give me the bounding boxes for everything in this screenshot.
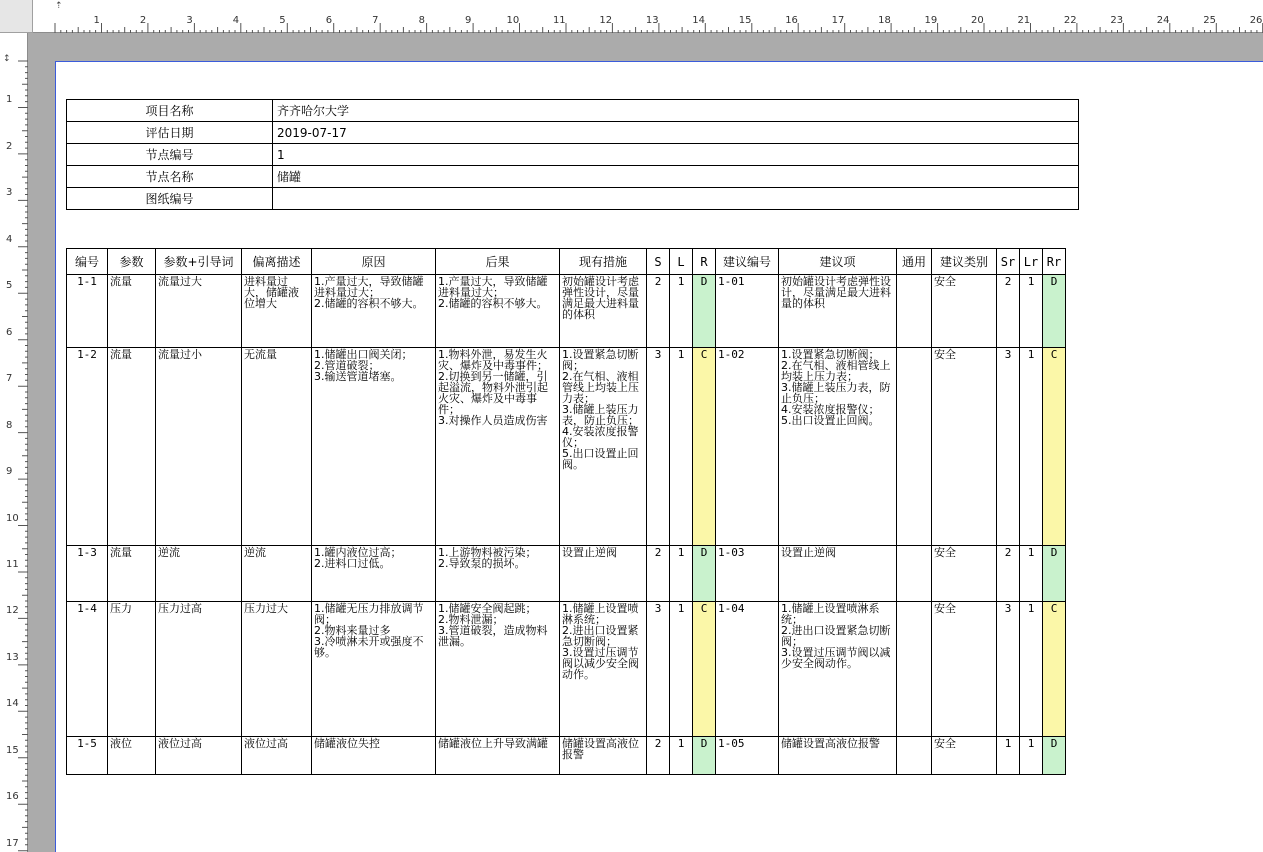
cell-parameter[interactable]: 流量 bbox=[108, 348, 156, 546]
ruler-number: 6 bbox=[6, 326, 13, 338]
cell-suggestion[interactable]: 初始罐设计考虑弹性设计，尽量满足最大进料量的体积 bbox=[779, 275, 897, 348]
info-label: 评估日期 bbox=[67, 122, 273, 144]
cell-cause[interactable]: 1.储罐出口阀关闭； 2.管道破裂； 3.输送管道堵塞。 bbox=[312, 348, 436, 546]
cell-id[interactable]: 1-1 bbox=[67, 275, 108, 348]
cell-category[interactable]: 安全 bbox=[932, 348, 997, 546]
ruler-number: 20 bbox=[971, 15, 984, 26]
ruler-number: 1 bbox=[6, 94, 13, 106]
ruler-number: 16 bbox=[785, 15, 798, 26]
cell-rr[interactable]: D bbox=[1043, 737, 1066, 775]
column-header: R bbox=[693, 249, 716, 275]
ruler-number: 24 bbox=[1156, 15, 1170, 26]
ruler-number: 3 bbox=[6, 187, 13, 199]
cell-general[interactable] bbox=[897, 602, 932, 737]
column-header: 通用 bbox=[897, 249, 932, 275]
info-value[interactable]: 1 bbox=[273, 144, 1079, 166]
cell-suggestion-id[interactable]: 1-04 bbox=[716, 602, 779, 737]
info-value[interactable]: 储罐 bbox=[273, 166, 1079, 188]
table-row bbox=[67, 546, 1066, 602]
table-row bbox=[67, 275, 1066, 348]
cell-rr[interactable]: C bbox=[1043, 348, 1066, 546]
cell-r[interactable]: C bbox=[693, 602, 716, 737]
cell-measures[interactable]: 初始罐设计考虑弹性设计，尽量满足最大进料量的体积 bbox=[560, 275, 647, 348]
cell-lr[interactable]: 1 bbox=[1020, 275, 1043, 348]
info-value[interactable]: 齐齐哈尔大学 bbox=[273, 100, 1079, 122]
ruler-number: 13 bbox=[6, 651, 19, 663]
info-row bbox=[67, 166, 1079, 188]
cell-suggestion[interactable]: 1.储罐上设置喷淋系统； 2.进出口设置紧急切断阀； 3.设置过压调节阀以减少安全阀动作。 bbox=[779, 602, 897, 737]
ruler-number: 5 bbox=[6, 280, 13, 292]
cell-s[interactable]: 3 bbox=[647, 348, 670, 546]
cell-cause[interactable]: 1.储罐无压力排放调节阀； 2.物料来量过多 3.冷喷淋未开或强度不够。 bbox=[312, 602, 436, 737]
cell-r[interactable]: D bbox=[693, 546, 716, 602]
ruler-number: 11 bbox=[6, 558, 19, 570]
ruler-number: 2 bbox=[6, 140, 13, 152]
cell-deviation[interactable]: 逆流 bbox=[242, 546, 312, 602]
cell-parameter[interactable]: 流量 bbox=[108, 275, 156, 348]
cell-rr[interactable]: D bbox=[1043, 546, 1066, 602]
column-header: Lr bbox=[1020, 249, 1043, 275]
cell-category[interactable]: 安全 bbox=[932, 546, 997, 602]
cell-consequence[interactable]: 1.储罐安全阀起跳； 2.物料泄漏； 3.管道破裂，造成物料泄漏。 bbox=[436, 602, 560, 737]
cell-suggestion-id[interactable]: 1-05 bbox=[716, 737, 779, 775]
column-header: 参数+引导词 bbox=[156, 249, 242, 275]
cell-category[interactable]: 安全 bbox=[932, 275, 997, 348]
cell-suggestion[interactable]: 储罐设置高液位报警 bbox=[779, 737, 897, 775]
cell-sr[interactable]: 2 bbox=[997, 546, 1020, 602]
cell-s[interactable]: 3 bbox=[647, 602, 670, 737]
cell-id[interactable]: 1-2 bbox=[67, 348, 108, 546]
cell-cause[interactable]: 1.罐内液位过高； 2.进料口过低。 bbox=[312, 546, 436, 602]
cell-guide-word[interactable]: 流量过大 bbox=[156, 275, 242, 348]
cell-measures[interactable]: 1.储罐上设置喷淋系统； 2.进出口设置紧急切断阀； 3.设置过压调节阀以减少安全阀动作。 bbox=[560, 602, 647, 737]
ruler-number: 23 bbox=[1110, 15, 1124, 26]
ruler-number: 14 bbox=[6, 698, 19, 710]
cell-id[interactable]: 1-4 bbox=[67, 602, 108, 737]
ruler-number: 19 bbox=[924, 15, 938, 26]
ruler-number: 25 bbox=[1203, 15, 1216, 26]
cell-deviation[interactable]: 无流量 bbox=[242, 348, 312, 546]
cell-guide-word[interactable]: 压力过高 bbox=[156, 602, 242, 737]
cell-consequence[interactable]: 1.上游物料被污染； 2.导致泵的损坏。 bbox=[436, 546, 560, 602]
cell-lr[interactable]: 1 bbox=[1020, 602, 1043, 737]
cell-r[interactable]: C bbox=[693, 348, 716, 546]
cell-l[interactable]: 1 bbox=[670, 546, 693, 602]
ruler-number: 13 bbox=[645, 15, 659, 26]
column-header: L bbox=[670, 249, 693, 275]
cell-lr[interactable]: 1 bbox=[1020, 546, 1043, 602]
ruler-number: 22 bbox=[1063, 15, 1077, 26]
cell-r[interactable]: D bbox=[693, 275, 716, 348]
hazop-analysis-table bbox=[66, 248, 1066, 775]
cell-consequence[interactable]: 储罐液位上升导致满罐 bbox=[436, 737, 560, 775]
table-row bbox=[67, 602, 1066, 737]
ruler-number: 16 bbox=[6, 791, 19, 803]
column-header: Rr bbox=[1043, 249, 1066, 275]
cell-sr[interactable]: 1 bbox=[997, 737, 1020, 775]
cell-measures[interactable]: 储罐设置高液位报警 bbox=[560, 737, 647, 775]
cell-id[interactable]: 1-3 bbox=[67, 546, 108, 602]
column-header: 现有措施 bbox=[560, 249, 647, 275]
cell-general[interactable] bbox=[897, 737, 932, 775]
ruler-number: 10 bbox=[506, 15, 520, 26]
ruler-number: 12 bbox=[6, 605, 19, 617]
info-label: 节点编号 bbox=[67, 144, 273, 166]
ruler-number: 3 bbox=[186, 15, 193, 26]
cell-general[interactable] bbox=[897, 546, 932, 602]
cell-cause[interactable]: 储罐液位失控 bbox=[312, 737, 436, 775]
cell-measures[interactable]: 设置止逆阀 bbox=[560, 546, 647, 602]
cell-l[interactable]: 1 bbox=[670, 737, 693, 775]
ruler-number: 9 bbox=[465, 15, 472, 26]
ruler-number: 10 bbox=[6, 512, 19, 524]
cell-suggestion-id[interactable]: 1-01 bbox=[716, 275, 779, 348]
column-header: S bbox=[647, 249, 670, 275]
cell-deviation[interactable]: 压力过大 bbox=[242, 602, 312, 737]
cell-consequence[interactable]: 1.产量过大，导致储罐进料量过大； 2.储罐的容积不够大。 bbox=[436, 275, 560, 348]
ruler-tick-marks bbox=[18, 61, 28, 851]
horizontal-ruler[interactable] bbox=[0, 0, 1263, 33]
cell-l[interactable]: 1 bbox=[670, 348, 693, 546]
vertical-ruler-ticks bbox=[0, 33, 28, 852]
cell-deviation[interactable]: 进料量过大，储罐液位增大 bbox=[242, 275, 312, 348]
ruler-number: 6 bbox=[325, 15, 333, 26]
ruler-number: 7 bbox=[6, 373, 13, 385]
ruler-number: 11 bbox=[552, 15, 566, 26]
column-header: 建议编号 bbox=[716, 249, 779, 275]
cell-guide-word[interactable]: 流量过小 bbox=[156, 348, 242, 546]
ruler-number: 9 bbox=[6, 466, 13, 478]
ruler-number: 17 bbox=[831, 15, 845, 26]
info-row bbox=[67, 144, 1079, 166]
cell-l[interactable]: 1 bbox=[670, 275, 693, 348]
vertical-ruler[interactable] bbox=[0, 33, 28, 852]
cell-sr[interactable]: 3 bbox=[997, 348, 1020, 546]
column-header: Sr bbox=[997, 249, 1020, 275]
cell-rr[interactable]: D bbox=[1043, 275, 1066, 348]
table-row bbox=[67, 348, 1066, 546]
cell-category[interactable]: 安全 bbox=[932, 737, 997, 775]
cell-sr[interactable]: 3 bbox=[997, 602, 1020, 737]
info-row bbox=[67, 122, 1079, 144]
info-row bbox=[67, 188, 1079, 210]
ruler-number: 8 bbox=[6, 419, 13, 431]
cell-cause[interactable]: 1.产量过大，导致储罐进料量过大； 2.储罐的容积不够大。 bbox=[312, 275, 436, 348]
ruler-corner bbox=[0, 0, 33, 33]
column-header: 建议类别 bbox=[932, 249, 997, 275]
table-header-row bbox=[67, 249, 1066, 275]
ruler-number: 4 bbox=[6, 233, 13, 245]
cell-general[interactable] bbox=[897, 275, 932, 348]
cell-general[interactable] bbox=[897, 348, 932, 546]
project-info-table bbox=[66, 99, 1079, 210]
cell-r[interactable]: D bbox=[693, 737, 716, 775]
ruler-number: 26 bbox=[1249, 15, 1263, 26]
column-header: 偏离描述 bbox=[242, 249, 312, 275]
cell-sr[interactable]: 2 bbox=[997, 275, 1020, 348]
cell-l[interactable]: 1 bbox=[670, 602, 693, 737]
table-row bbox=[67, 737, 1066, 775]
cell-guide-word[interactable]: 液位过高 bbox=[156, 737, 242, 775]
cell-consequence[interactable]: 1.物料外泄，易发生火灾、爆炸及中毒事件； 2.切换到另一储罐，引起溢流，物料外泄引起火灾、爆炸及中毒事件； 3.对操作人员造成伤害 bbox=[436, 348, 560, 546]
ruler-number: 18 bbox=[878, 15, 891, 26]
cell-suggestion[interactable]: 1.设置紧急切断阀； 2.在气相、液相管线上均装上压力表； 3.储罐上装压力表，防止负压； 4.安装浓度报警仪； 5.出口设置止回阀。 bbox=[779, 348, 897, 546]
ruler-number: 4 bbox=[232, 15, 240, 26]
cell-s[interactable]: 2 bbox=[647, 546, 670, 602]
cell-deviation[interactable]: 液位过高 bbox=[242, 737, 312, 775]
info-label: 图纸编号 bbox=[67, 188, 273, 210]
cell-suggestion-id[interactable]: 1-03 bbox=[716, 546, 779, 602]
ruler-number: 5 bbox=[279, 15, 286, 26]
ruler-number: 7 bbox=[372, 15, 379, 26]
cell-measures[interactable]: 1.设置紧急切断阀； 2.在气相、液相管线上均装上压力表； 3.储罐上装压力表，防止负压； 4.安装浓度报警仪； 5.出口设置止回阀。 bbox=[560, 348, 647, 546]
column-header: 编号 bbox=[67, 249, 108, 275]
cell-parameter[interactable]: 流量 bbox=[108, 546, 156, 602]
info-label: 节点名称 bbox=[67, 166, 273, 188]
info-row bbox=[67, 100, 1079, 122]
cell-rr[interactable]: C bbox=[1043, 602, 1066, 737]
ruler-pointer-icon[interactable]: ⇡ bbox=[55, 1, 63, 11]
cell-s[interactable]: 2 bbox=[647, 737, 670, 775]
column-header: 参数 bbox=[108, 249, 156, 275]
cell-suggestion-id[interactable]: 1-02 bbox=[716, 348, 779, 546]
cell-id[interactable]: 1-5 bbox=[67, 737, 108, 775]
ruler-number: 8 bbox=[418, 15, 425, 26]
column-header: 建议项 bbox=[779, 249, 897, 275]
ruler-marker-icon[interactable]: ↕ bbox=[3, 54, 11, 64]
cell-parameter[interactable]: 液位 bbox=[108, 737, 156, 775]
ruler-number: 17 bbox=[6, 837, 19, 849]
cell-s[interactable]: 2 bbox=[647, 275, 670, 348]
ruler-number: 15 bbox=[738, 15, 752, 26]
ruler-number: 1 bbox=[93, 15, 100, 26]
report-page bbox=[55, 61, 1263, 852]
info-value[interactable]: 2019-07-17 bbox=[273, 122, 1079, 144]
ruler-number: 14 bbox=[692, 15, 706, 26]
column-header: 原因 bbox=[312, 249, 436, 275]
column-header: 后果 bbox=[436, 249, 560, 275]
cell-guide-word[interactable]: 逆流 bbox=[156, 546, 242, 602]
cell-suggestion[interactable]: 设置止逆阀 bbox=[779, 546, 897, 602]
ruler-number: 12 bbox=[599, 15, 613, 26]
cell-lr[interactable]: 1 bbox=[1020, 737, 1043, 775]
info-value[interactable] bbox=[273, 188, 1079, 210]
info-label: 项目名称 bbox=[67, 100, 273, 122]
cell-category[interactable]: 安全 bbox=[932, 602, 997, 737]
cell-parameter[interactable]: 压力 bbox=[108, 602, 156, 737]
ruler-number: 15 bbox=[6, 744, 19, 756]
ruler-number: 21 bbox=[1017, 15, 1031, 26]
ruler-number: 2 bbox=[139, 15, 147, 26]
cell-lr[interactable]: 1 bbox=[1020, 348, 1043, 546]
